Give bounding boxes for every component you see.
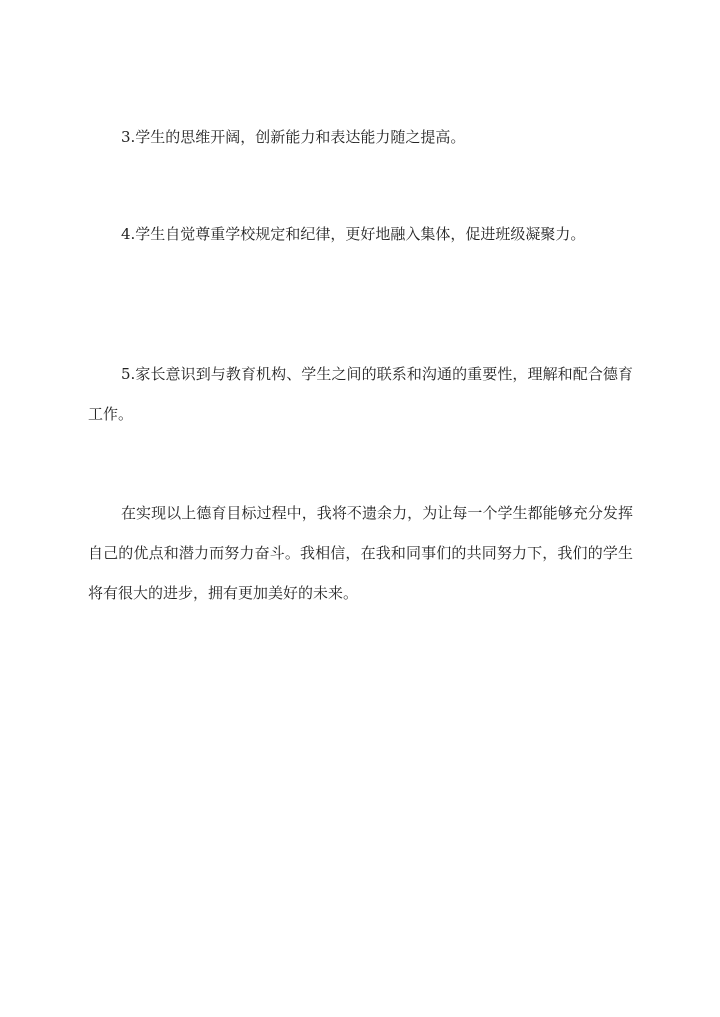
conclusion-paragraph: 在实现以上德育目标过程中，我将不遗余力，为让每一个学生都能够充分发挥自己的优点和潜力而努力奋斗。我相信，在我和同事们的共同努力下，我们的学生将有很大的进步，拥有更加美好的未来。 (88, 504, 633, 602)
goal-item-4: 4.学生自觉尊重学校规定和纪律，更好地融入集体，促进班级凝聚力。 (121, 225, 586, 243)
goal-item-5: 5.家长意识到与教育机构、学生之间的联系和沟通的重要性，理解和配合德育工作。 (88, 365, 633, 423)
goal-item-3: 3.学生的思维开阔，创新能力和表达能力随之提高。 (121, 128, 466, 146)
